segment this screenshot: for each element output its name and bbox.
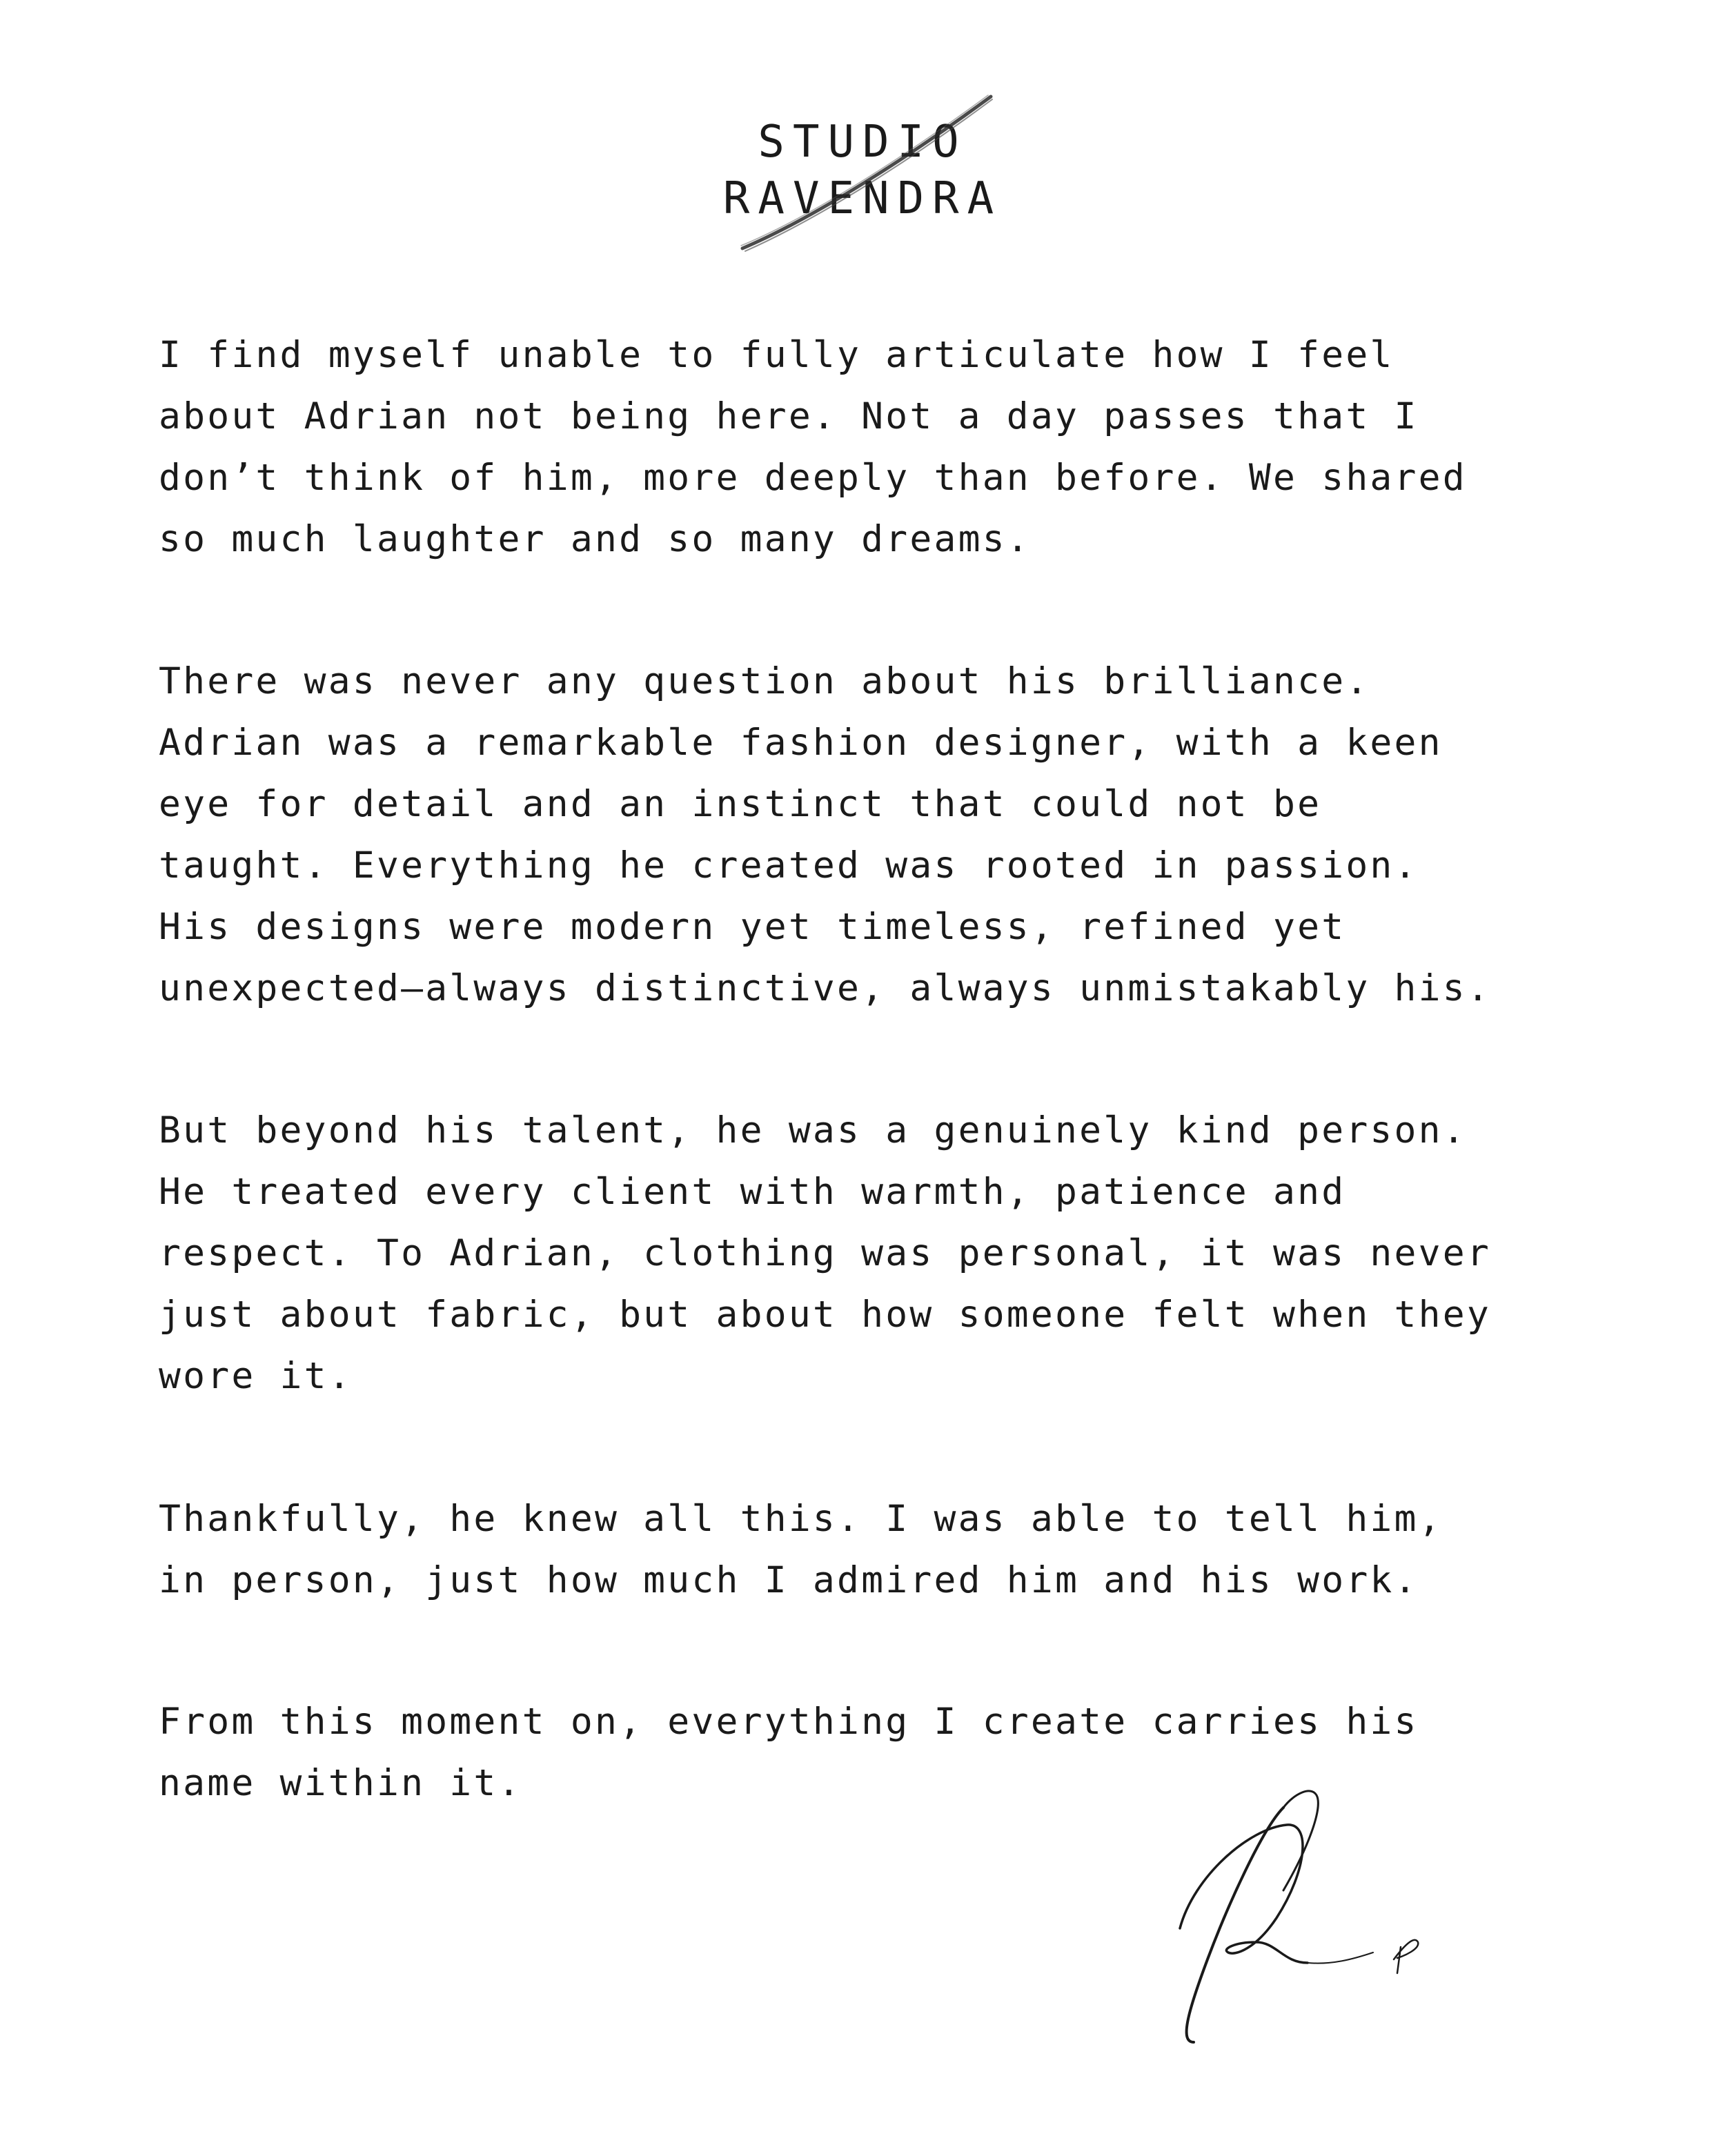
letter-paragraph-2: There was never any question about his brilliance. Adrian was a remarkable fashion designer, with a keen eye for detail and an instinct that could not be taught. Everything he created was rooted in passion. His designs were modern yet timeless, refined yet unexpected—always distinctive, always unmistakably his. xyxy=(159,660,1491,1009)
logo-line-ravendra: RAVENDRA xyxy=(722,173,1003,224)
letter-body xyxy=(159,324,1608,1895)
studio-logo xyxy=(690,90,1035,269)
logo-slash-stroke xyxy=(690,90,1035,269)
logo-line-studio: STUDIO xyxy=(758,117,967,168)
handwritten-signature xyxy=(1166,1787,1463,2063)
letter-paragraph-4: Thankfully, he knew all this. I was able to tell him, in person, just how much I admired him and his work. xyxy=(159,1498,1443,1601)
letter-paragraph-1: I find myself unable to fully articulate how I feel about Adrian not being here. Not a day passes that I don’t think of him, more deeply than before. We shared so much laughter and so many dreams. xyxy=(159,334,1467,560)
letter-paragraph-5: From this moment on, everything I create carries his name within it. xyxy=(159,1701,1419,1804)
letter-paragraph-3: But beyond his talent, he was a genuinely kind person. He treated every client with warmth, patience and respect. To Adrian, clothing was personal, it was never just about fabric, but about how someone felt when they wore it. xyxy=(159,1109,1491,1397)
